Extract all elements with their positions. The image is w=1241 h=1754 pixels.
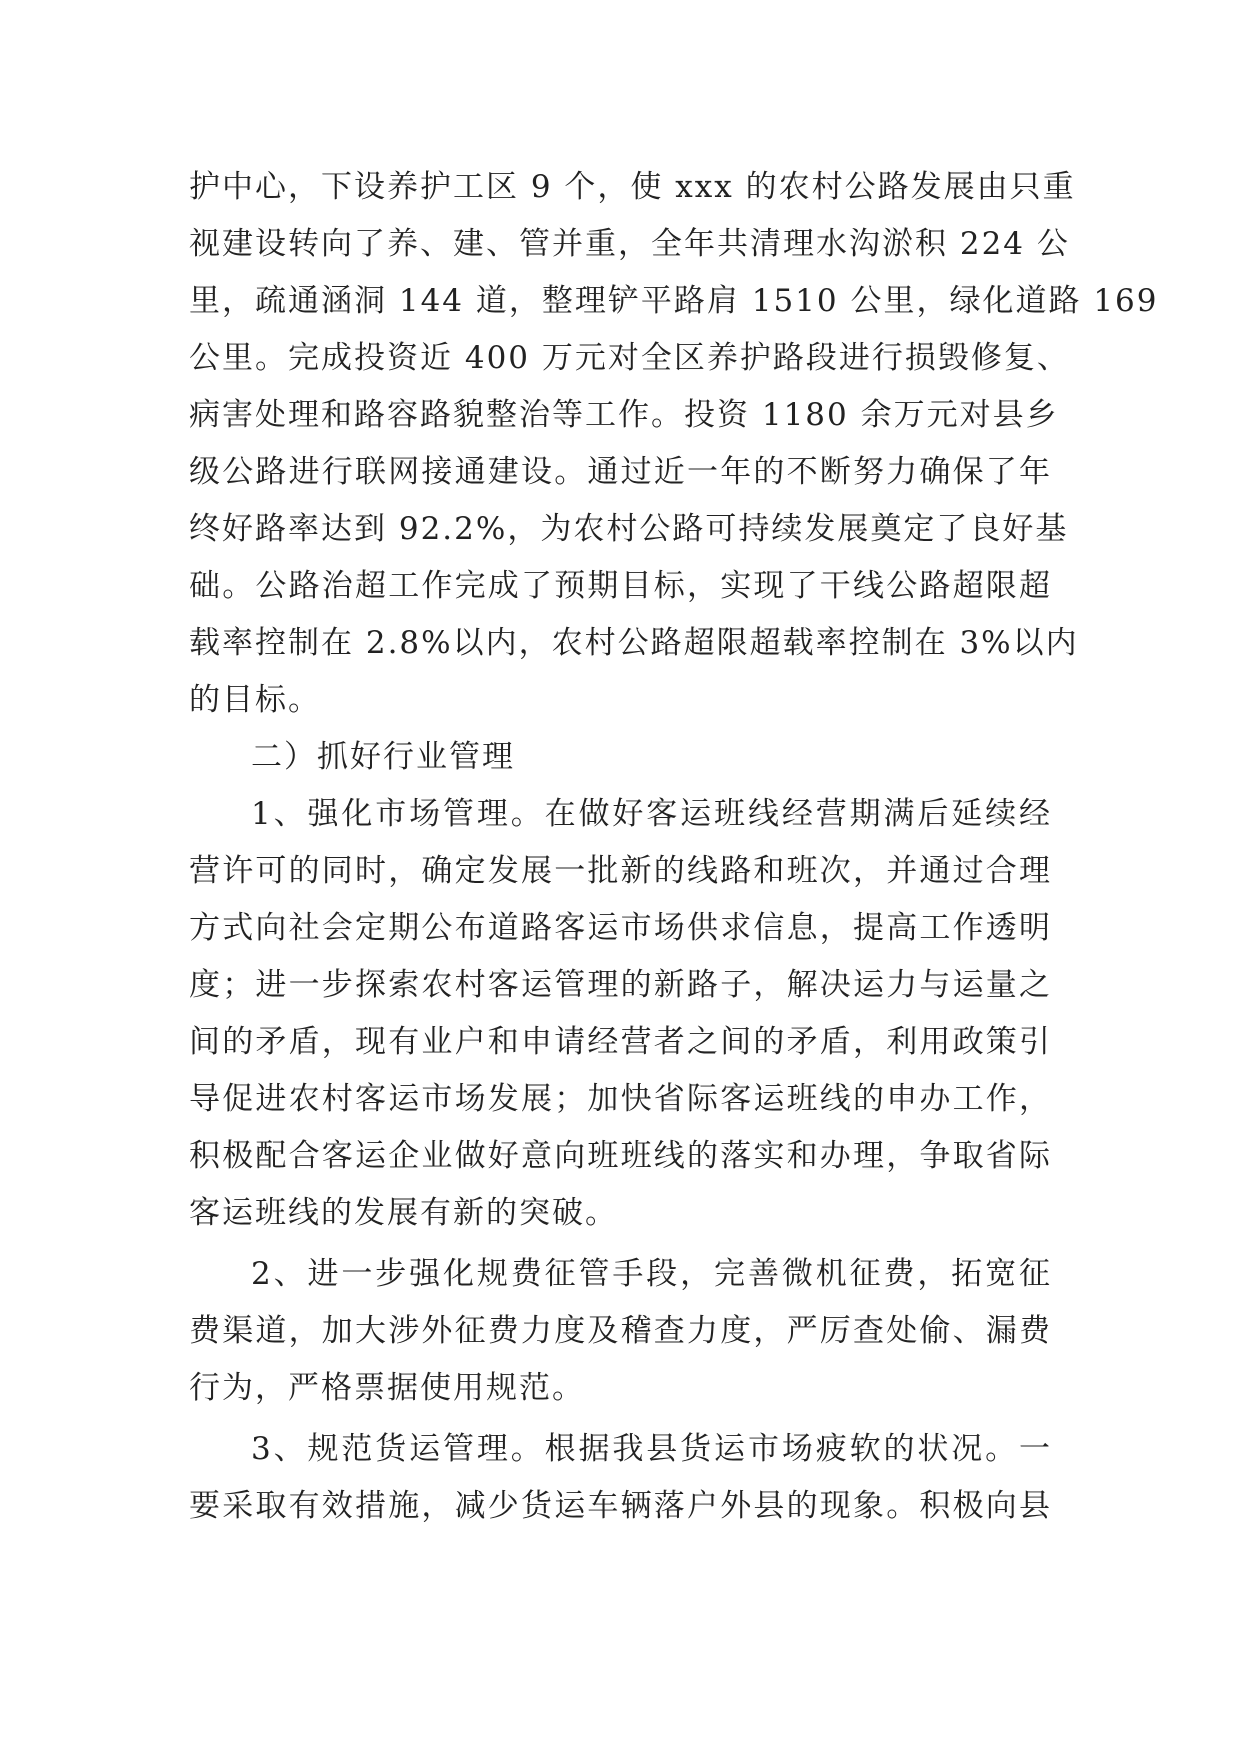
text-line: 客运班线的发展有新的突破。	[189, 1195, 618, 1231]
text-line: 间的矛盾，现有业户和申请经营者之间的矛盾，利用政策引	[189, 1024, 1052, 1060]
text-line: 的目标。	[189, 682, 321, 718]
text-line: 视建设转向了养、建、管并重，全年共清理水沟淤积 224 公	[189, 226, 1070, 262]
text-line: 终好路率达到 92.2%，为农村公路可持续发展奠定了良好基	[189, 511, 1069, 547]
text-line: 积极配合客运企业做好意向班班线的落实和办理，争取省际	[189, 1138, 1052, 1174]
text-line: 公里。完成投资近 400 万元对全区养护路段进行损毁修复、	[189, 340, 1070, 376]
text-line: 方式向社会定期公布道路客运市场供求信息，提高工作透明	[189, 910, 1052, 946]
text-line: 护中心，下设养护工区 9 个，使 xxx 的农村公路发展由只重	[189, 169, 1076, 205]
text-line: 里，疏通涵洞 144 道，整理铲平路肩 1510 公里，绿化道路 169	[189, 283, 1159, 319]
text-line: 行为，严格票据使用规范。	[189, 1370, 585, 1406]
text-line: 病害处理和路容路貌整治等工作。投资 1180 余万元对县乡	[189, 397, 1059, 433]
section-heading: 二）抓好行业管理	[251, 739, 515, 775]
text-line: 载率控制在 2.8%以内，农村公路超限超载率控制在 3%以内	[189, 625, 1079, 661]
text-line: 营许可的同时，确定发展一批新的线路和班次，并通过合理	[189, 853, 1052, 889]
text-line: 2、进一步强化规费征管手段，完善微机征费，拓宽征	[251, 1256, 1052, 1292]
text-line: 度；进一步探索农村客运管理的新路子，解决运力与运量之	[189, 967, 1052, 1003]
text-line: 要采取有效措施，减少货运车辆落户外县的现象。积极向县	[189, 1488, 1052, 1524]
text-line: 础。公路治超工作完成了预期目标，实现了干线公路超限超	[189, 568, 1052, 604]
text-line: 级公路进行联网接通建设。通过近一年的不断努力确保了年	[189, 454, 1052, 490]
text-line: 导促进农村客运市场发展；加快省际客运班线的申办工作，	[189, 1081, 1052, 1117]
text-line: 1、强化市场管理。在做好客运班线经营期满后延续经	[251, 796, 1052, 832]
text-line: 费渠道，加大涉外征费力度及稽查力度，严厉查处偷、漏费	[189, 1313, 1052, 1349]
document-body	[189, 159, 1159, 1535]
text-line: 3、规范货运管理。根据我县货运市场疲软的状况。一	[251, 1431, 1052, 1467]
